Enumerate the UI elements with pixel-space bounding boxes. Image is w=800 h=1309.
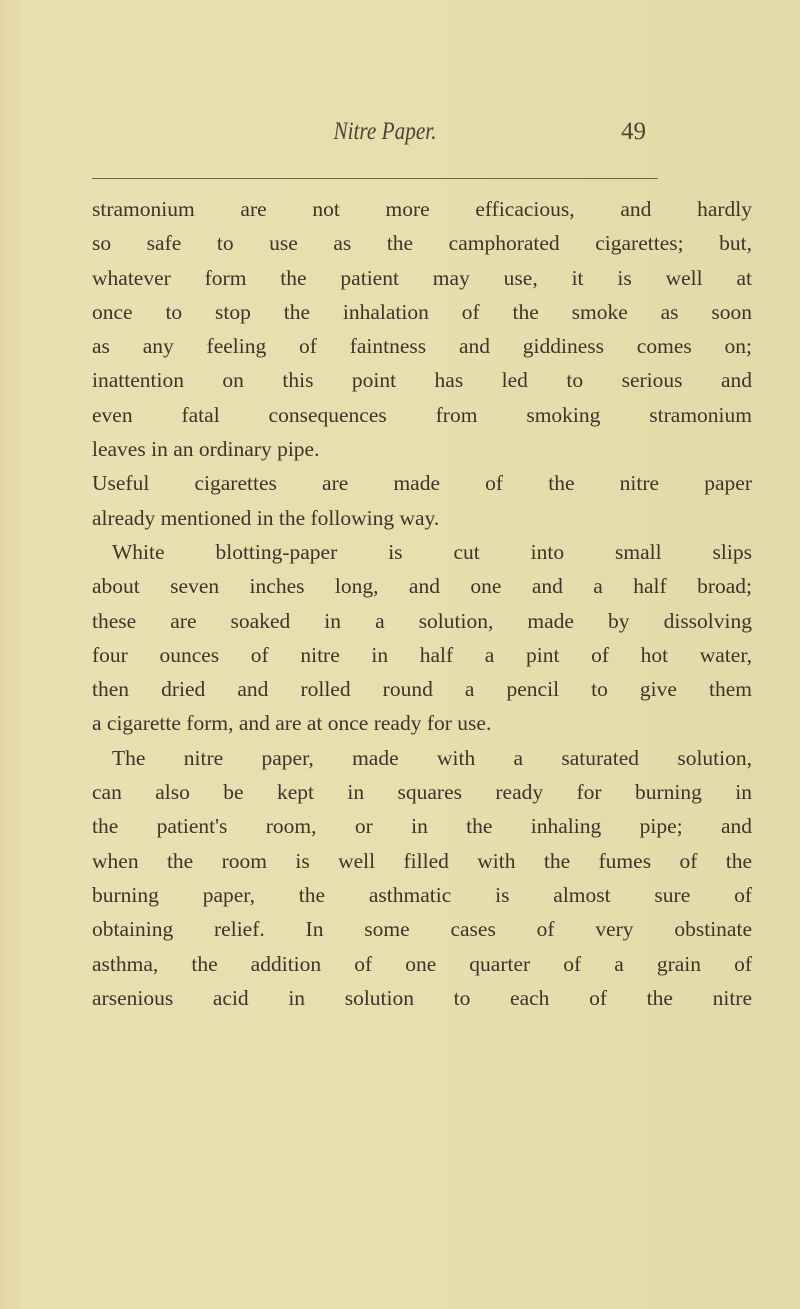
text-line: the patient's room, or in the inhaling pipe; and [92,814,752,839]
text-line: these are soaked in a solution, made by dissolving [92,608,752,633]
text-line: can also be kept in squares ready for burning in [92,780,752,805]
text-line: burning paper, the asthmatic is almost sure of [92,882,752,907]
text-line: then dried and rolled round a pencil to give them [92,677,752,702]
text-line: obtaining relief. In some cases of very obstinate [92,917,752,942]
text-line: as any feeling of faintness and giddiness comes on; [92,334,752,359]
page-number: 49 [621,118,646,145]
text-line: already mentioned in the following way. [92,505,440,530]
text-line: when the room is well filled with the fumes of the [92,848,752,873]
text-line: about seven inches long, and one and a half broad; [92,574,752,599]
text-line: stramonium are not more efficacious, and hardly [92,197,752,221]
text-line: once to stop the inhalation of the smoke as soon [92,299,752,324]
header-rule [92,178,658,179]
text-line: four ounces of nitre in half a pint of hot water, [92,642,752,667]
text-line: so safe to use as the camphorated cigarettes; but, [92,231,752,256]
text-line: even fatal consequences from smoking stramonium [92,402,752,427]
text-line: asthma, the addition of one quarter of a grain of [92,951,752,976]
text-line: inattention on this point has led to serious and [92,368,752,393]
text-line: The nitre paper, made with a saturated solution, [112,745,752,770]
text-line: leaves in an ordinary pipe. [92,437,320,462]
body-text [92,192,752,1015]
text-line: White blotting-paper is cut into small slips [112,539,752,564]
text-line: whatever form the patient may use, it is well at [92,265,752,290]
text-line: arsenious acid in solution to each of the nitre [92,985,752,1010]
text-line: a cigarette form, and are at once ready for use. [92,711,492,736]
text-line: Useful cigarettes are made of the nitre paper [92,471,752,496]
running-header-title: Nitre Paper. [333,118,437,145]
